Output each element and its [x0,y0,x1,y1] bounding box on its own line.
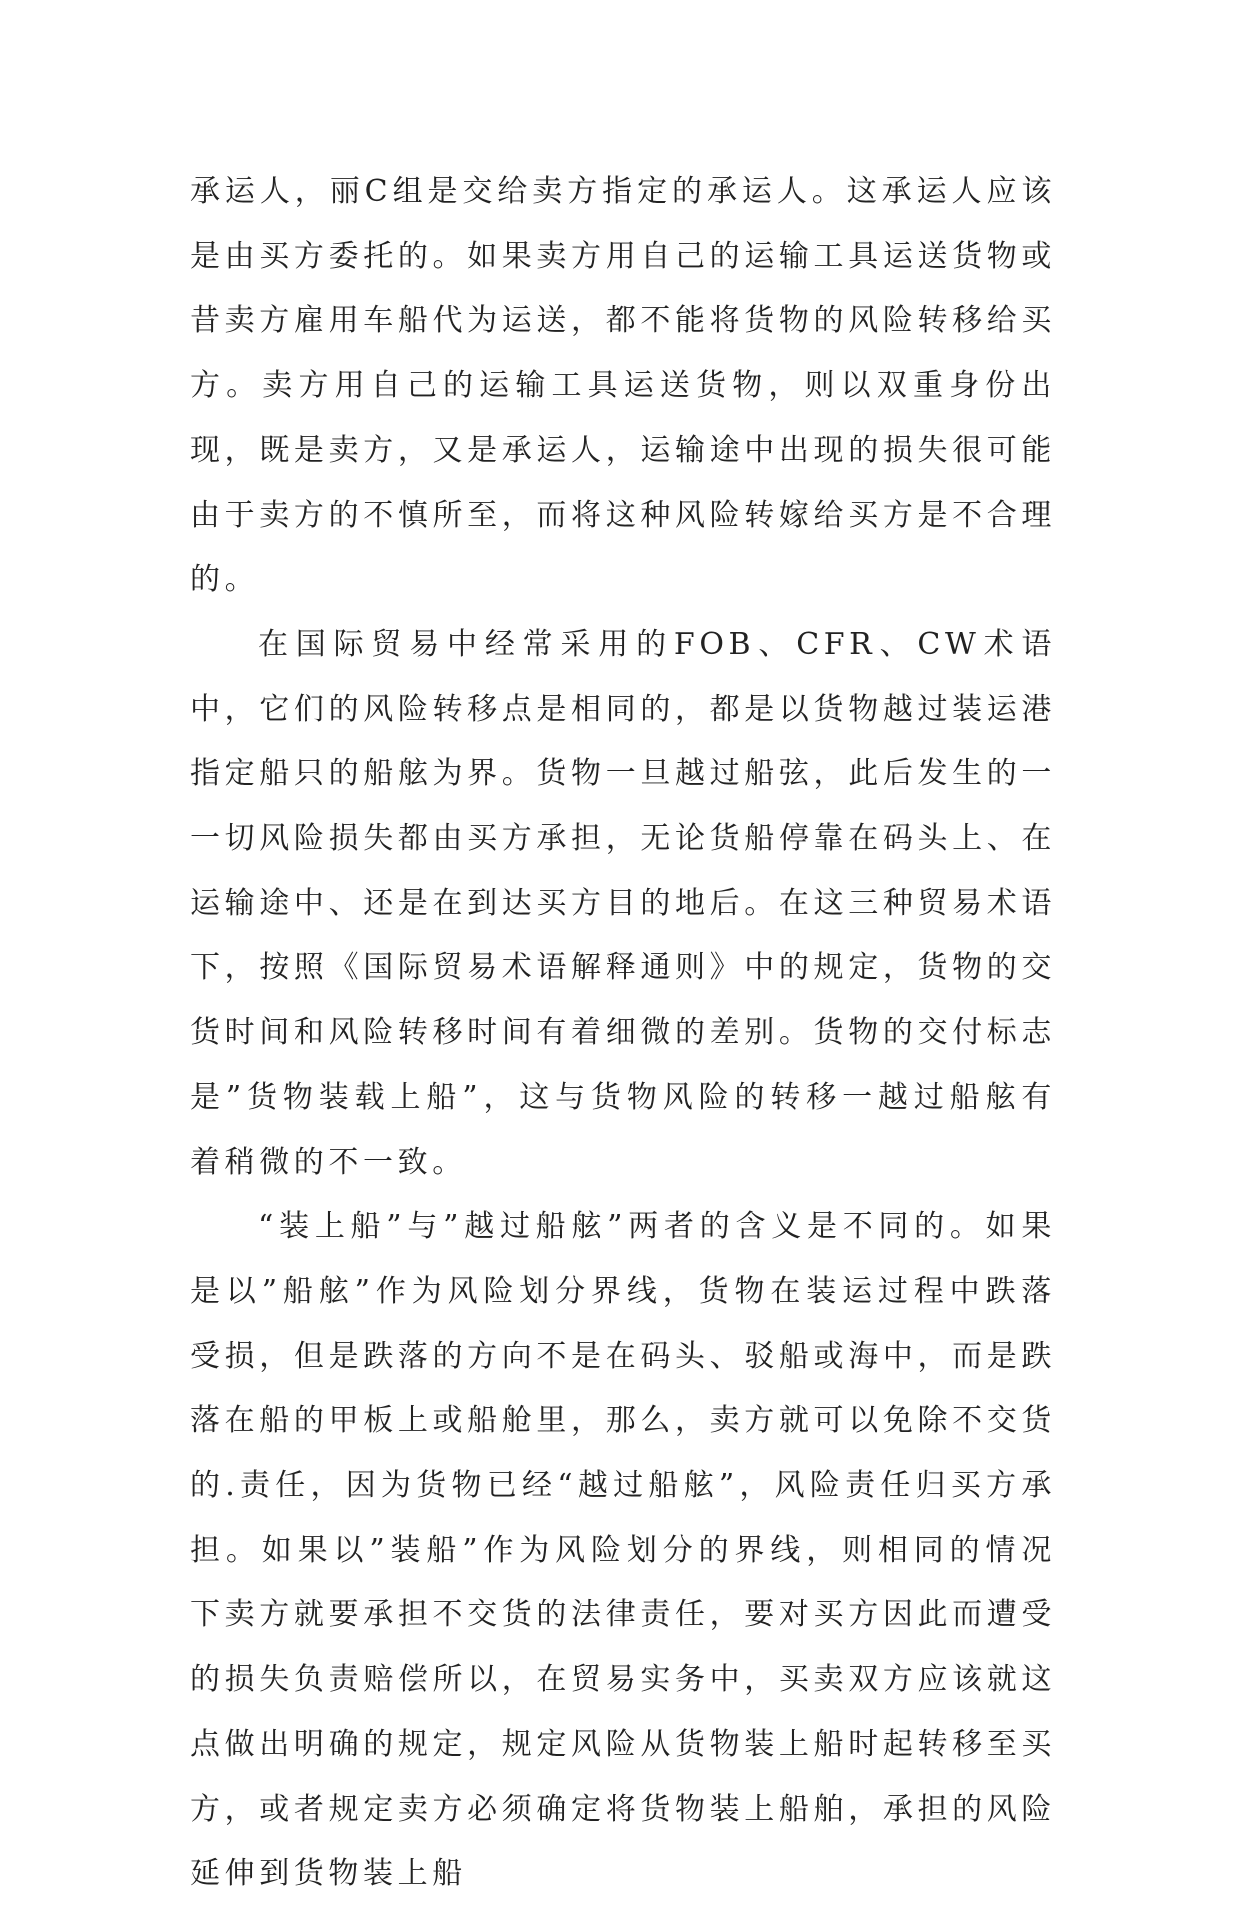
paragraph-2: 在国际贸易中经常采用的FOB、CFR、CW术语中，它们的风险转移点是相同的，都是以货物越过装运港指定船只的船舷为界。货物一旦越过船弦，此后发生的一一切风险损失都由买方承担，无论货船停靠在码头上、在运输途中、还是在到达买方目的地后。在这三种贸易术语下，按照《国际贸易术语解释通则》中的规定，货物的交货时间和风险转移时间有着细微的差别。货物的交付标志是”货物装载上船”，这与货物风险的转移一越过船舷有着稍微的不一致。 [190,626,1056,1180]
body-text [190,160,1056,1907]
paragraph-3: “装上船”与”越过船舷”两者的含义是不同的。如果是以”船舷”作为风险划分界线，货物在装运过程中跌落受损，但是跌落的方向不是在码头、驳船或海中，而是跌落在船的甲板上或船舱里，那么，卖方就可以免除不交货的.责任，因为货物已经“越过船舷”，风险责任归买方承担。如果以”装船”作为风险划分的界线，则相同的情况下卖方就要承担不交货的法律责任，要对买方因此而遭受的损失负责赔偿所以，在贸易实务中，买卖双方应该就这点做出明确的规定，规定风险从货物装上船时起转移至买方，或者规定卖方必须确定将货物装上船舶，承担的风险延伸到货物装上船 [190,1209,1056,1892]
paragraph-1: 承运人，丽C组是交给卖方指定的承运人。这承运人应该是由买方委托的。如果卖方用自己的运输工具运送货物或昔卖方雇用车船代为运送，都不能将货物的风险转移给买方。卖方用自己的运输工具运送货物，则以双重身份出现，既是卖方，又是承运人，运输途中出现的损失很可能由于卖方的不慎所至，而将这种风险转嫁给买方是不合理的。 [190,174,1056,598]
